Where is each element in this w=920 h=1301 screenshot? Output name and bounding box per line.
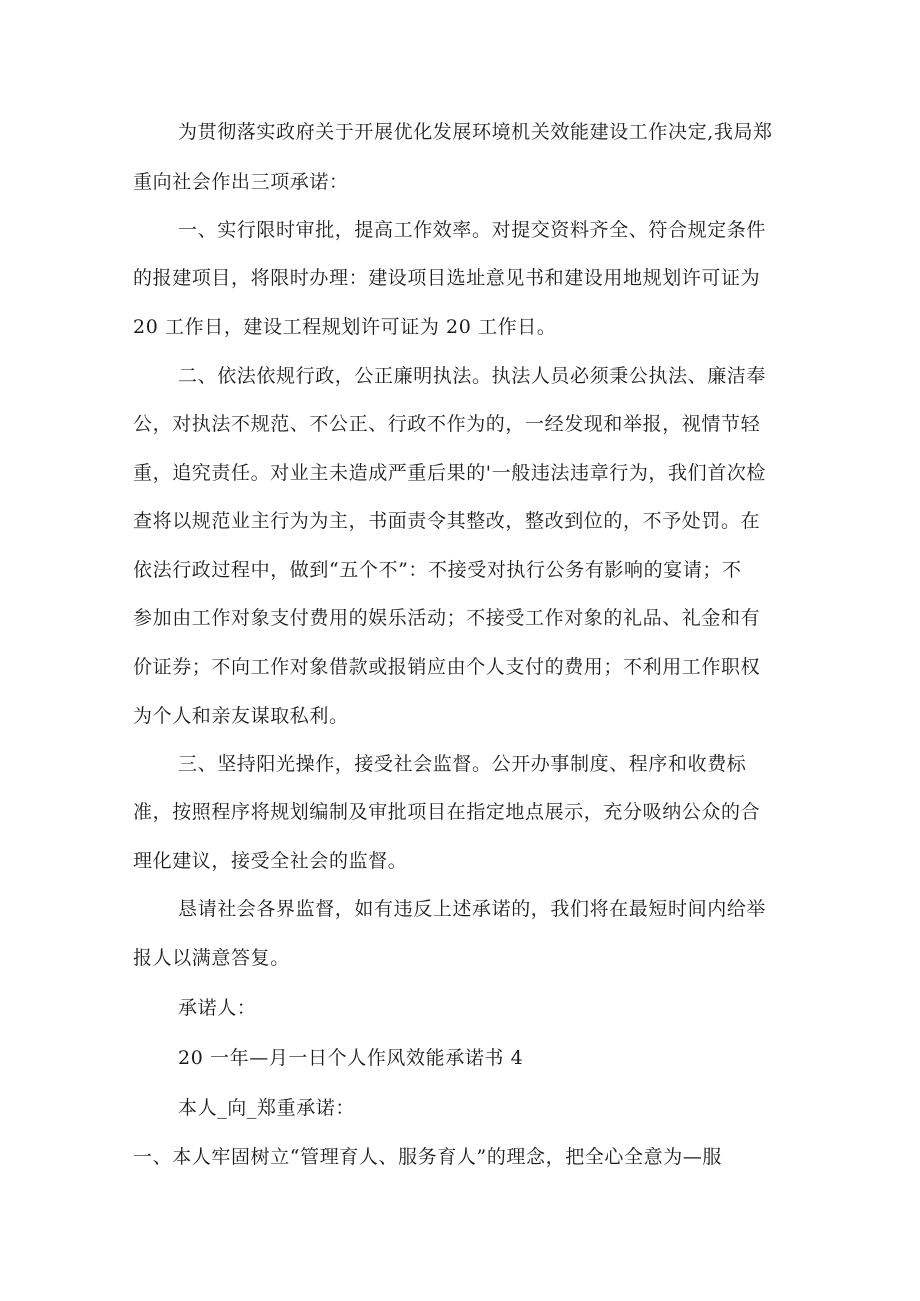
paragraph-line: 查将以规范业主行为为主，书面责令其整改，整改到位的，不予处罚。在 [133, 510, 761, 532]
paragraph-line: 价证券；不向工作对象借款或报销应由个人支付的费用；不利用工作职权 [133, 656, 761, 678]
paragraph-line: 为贯彻落实政府关于开展优化发展环境机关效能建设工作决定,我局郑 [178, 121, 773, 143]
paragraph-line: 理化建议，接受全社会的监督。 [133, 850, 408, 872]
paragraph-line: 的报建项目，将限时办理：建设项目选址意见书和建设用地规划许可证为 [133, 267, 761, 289]
paragraph-line: 重，追究责任。对业主未造成严重后果的'一般违法违章行为，我们首次检 [133, 462, 767, 484]
signatory-line: 承诺人： [178, 997, 257, 1019]
paragraph-line: 为个人和亲友谋取私利。 [133, 705, 349, 727]
paragraph-line: 公，对执法不规范、不公正、行政不作为的，一经发现和举报，视情节轻 [133, 413, 761, 435]
paragraph-line: 一、本人牢固树立“管理育人、服务育人”的理念，把全心全意为—服 [133, 1146, 723, 1168]
paragraph-line: 二、依法依规行政，公正廉明执法。执法人员必须秉公执法、廉洁奉 [178, 365, 767, 387]
pledge-intro-line: 本人_向_郑重承诺： [178, 1097, 356, 1119]
date-title-line: 20 一年—月一日个人作风效能承诺书 4 [178, 1047, 524, 1069]
paragraph-line: 20 工作日，建设工程规划许可证为 20 工作日。 [133, 316, 557, 338]
paragraph-line: 重向社会作出三项承诺： [133, 171, 349, 193]
paragraph-line: 一、实行限时审批，提高工作效率。对提交资料齐全、符合规定条件 [178, 219, 767, 241]
paragraph-line: 恳请社会各界监督，如有违反上述承诺的，我们将在最短时间内给举 [178, 898, 767, 920]
paragraph-line: 依法行政过程中，做到“五个不”：不接受对执行公务有影响的宴请；不 [133, 559, 742, 581]
paragraph-line: 三、坚持阳光操作，接受社会监督。公开办事制度、程序和收费标 [178, 753, 747, 775]
paragraph-line: 参加由工作对象支付费用的娱乐活动；不接受工作对象的礼品、礼金和有 [133, 607, 761, 629]
paragraph-line: 准，按照程序将规划编制及审批项目在指定地点展示，充分吸纳公众的合 [133, 801, 761, 823]
paragraph-line: 报人以满意答复。 [133, 947, 290, 969]
